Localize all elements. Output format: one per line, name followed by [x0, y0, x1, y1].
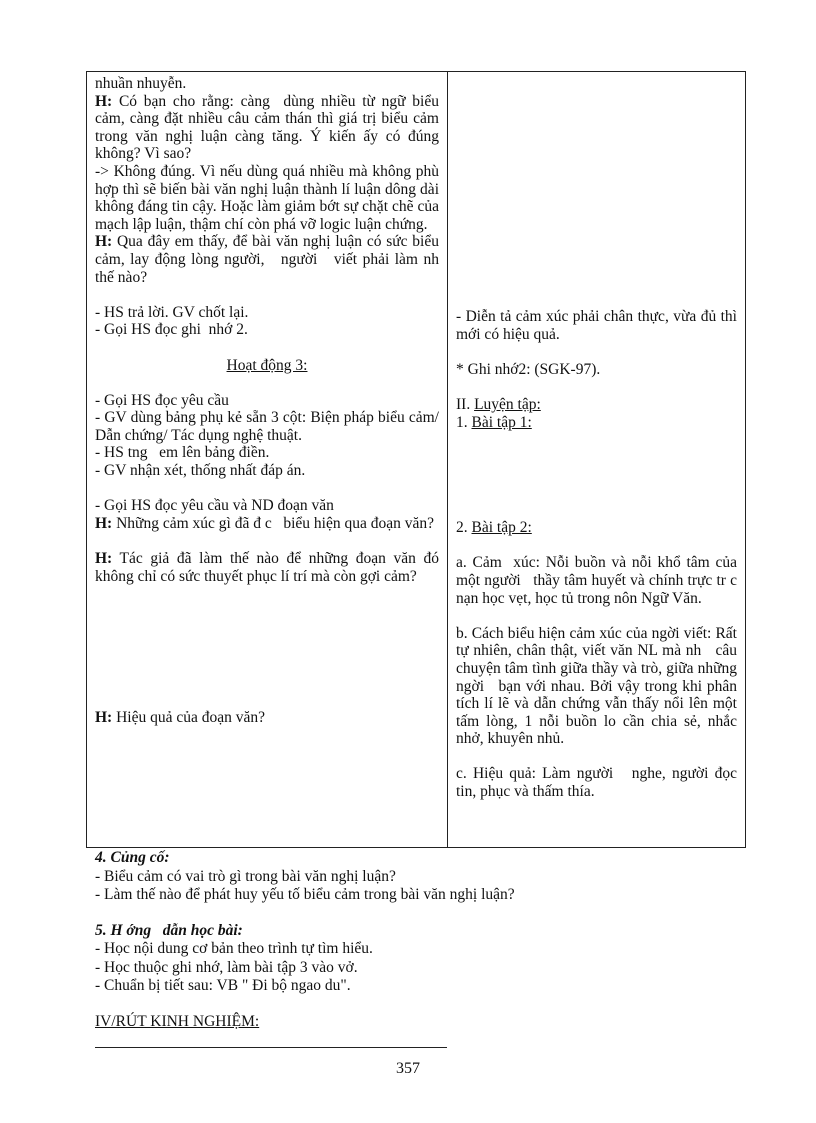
memo-2-ref: * Ghi nhớ2: (SGK-97). — [456, 360, 601, 378]
guide-item: - Học thuộc ghi nhớ, làm bài tập 3 vào vở. — [95, 958, 358, 976]
exercise-title: Bài tập 1: — [471, 413, 532, 431]
question-label: H: — [95, 92, 113, 110]
question-label: H: — [95, 709, 113, 727]
question-5 — [95, 709, 439, 727]
lesson-table — [86, 71, 749, 848]
consolidate-heading: 4. Củng cố: — [95, 849, 170, 866]
question-label: H: — [95, 514, 113, 532]
expression-note: - Diễn tả cảm xúc phải chân thực, vừa đủ thì mới có hiệu quả. — [456, 308, 741, 343]
question-text: Những cảm xúc gì đã đ c biểu hiện qua đoạn văn? — [112, 514, 434, 532]
exercise-title: Bài tập 2: — [471, 519, 532, 537]
guide-item: - Học nội dung cơ bản theo trình tự tìm hiểu. — [95, 940, 373, 957]
exercise-2-effect: c. Hiệu quả: Làm người nghe, người đọc tin, phục và thấm thía. — [456, 765, 745, 801]
question-text: Có bạn cho rằng: càng dùng nhiều từ ngữ biểu cảm, càng đặt nhiều câu cảm thán thì giá trị biểu cảm trong văn nghị luận càng tăng. Ý kiến ấy có đúng không? Vì sao? — [95, 92, 443, 163]
exercise-2-emotion: a. Cảm xúc: Nỗi buồn và nỗi khổ tâm của một người thầy tâm huyết và chính trực tr c nạn học vẹt, học tủ trong nôn Ngữ Văn. — [456, 554, 749, 607]
activity-3-step-2: - GV dùng bảng phụ kẻ sẵn 3 cột: Biện pháp biểu cảm/ Dẫn chứng/ Tác dụng nghệ thuật. — [95, 409, 443, 444]
hs-answer-line: - HS trả lời. GV chốt lại. — [95, 303, 249, 321]
exercise-number: 1. — [456, 413, 472, 431]
guide-heading: 5. H ớng dẫn học bài: — [95, 921, 243, 939]
exercise-1-heading — [456, 414, 737, 432]
question-label: H: — [95, 233, 113, 251]
consolidate-item: - Biểu cảm có vai trò gì trong bài văn nghị luận? — [95, 867, 396, 885]
question-4 — [95, 550, 443, 585]
intro-text: nhuần nhuyễn. — [95, 75, 187, 92]
answer-1: -> Không đúng. Vì nếu dùng quá nhiều mà không phù hợp thì sẽ biến bài văn nghị luận thành lí luận dông dài không đáng tin cậy. Hoặc làm giảm bớt sự chặt chẽ của mạch lập luận, thậm chí còn phá vỡ logic luận chứng. — [95, 162, 443, 233]
question-1 — [95, 92, 443, 163]
question-text: Hiệu quả của đoạn văn? — [112, 709, 266, 727]
guide-item: - Chuẩn bị tiết sau: VB " Đi bộ ngao du". — [95, 977, 351, 994]
read-memo-line: - Gọi HS đọc ghi nhớ 2. — [95, 321, 248, 339]
question-text: Qua đây em thấy, để bài văn nghị luận có sức biểu cảm, lay động lòng người, người viết phải làm nh thế nào? — [95, 233, 451, 286]
practice-title: Luyện tập: — [474, 395, 541, 413]
activity-3-step-4: - GV nhận xét, thống nhất đáp án. — [95, 462, 306, 480]
activity-3-heading: Hoạt động 3: — [226, 356, 308, 374]
consolidate-item: - Làm thế nào để phát huy yếu tố biểu cảm trong bài văn nghị luận? — [95, 886, 515, 903]
experience-heading: IV/RÚT KINH NGHIỆM: — [95, 1012, 260, 1030]
teacher-activities-column — [87, 72, 451, 848]
question-3 — [95, 515, 439, 533]
page-number: 357 — [396, 1060, 420, 1077]
footer-rule — [95, 1047, 447, 1048]
exercise-2-expression: b. Cách biểu hiện cảm xúc của ngời viết: Rất tự nhiên, chân thật, viết văn NL mà nh câu chuyện tâm tình giữa thầy và trò, giữa những ngời bạn với nhau. Bởi vậy trong khi phân tích lí lẽ và dẫn chứng vẫn thấy nổi lên một tấm lòng, 1 nỗi buồn lo cần chia sẻ, nhắc nhở, khuyên nhủ. — [456, 624, 741, 748]
practice-heading — [456, 396, 737, 414]
exercise-number: 2. — [456, 519, 472, 537]
question-text: Tác giả đã làm thế nào để những đoạn văn đó không chỉ có sức thuyết phục lí trí mà còn gợi cảm? — [95, 550, 443, 585]
question-label: H: — [95, 550, 113, 568]
activity-3-step-1: - Gọi HS đọc yêu cầu — [95, 391, 229, 409]
read-request-line: - Gọi HS đọc yêu cầu và ND đoạn văn — [95, 497, 334, 515]
practice-number: II. — [456, 395, 475, 413]
lesson-closing — [95, 849, 755, 1031]
content-column — [448, 72, 749, 848]
question-2 — [95, 233, 451, 286]
exercise-2-heading — [456, 519, 737, 537]
activity-3-step-3: - HS tng em lên bảng điền. — [95, 444, 270, 462]
